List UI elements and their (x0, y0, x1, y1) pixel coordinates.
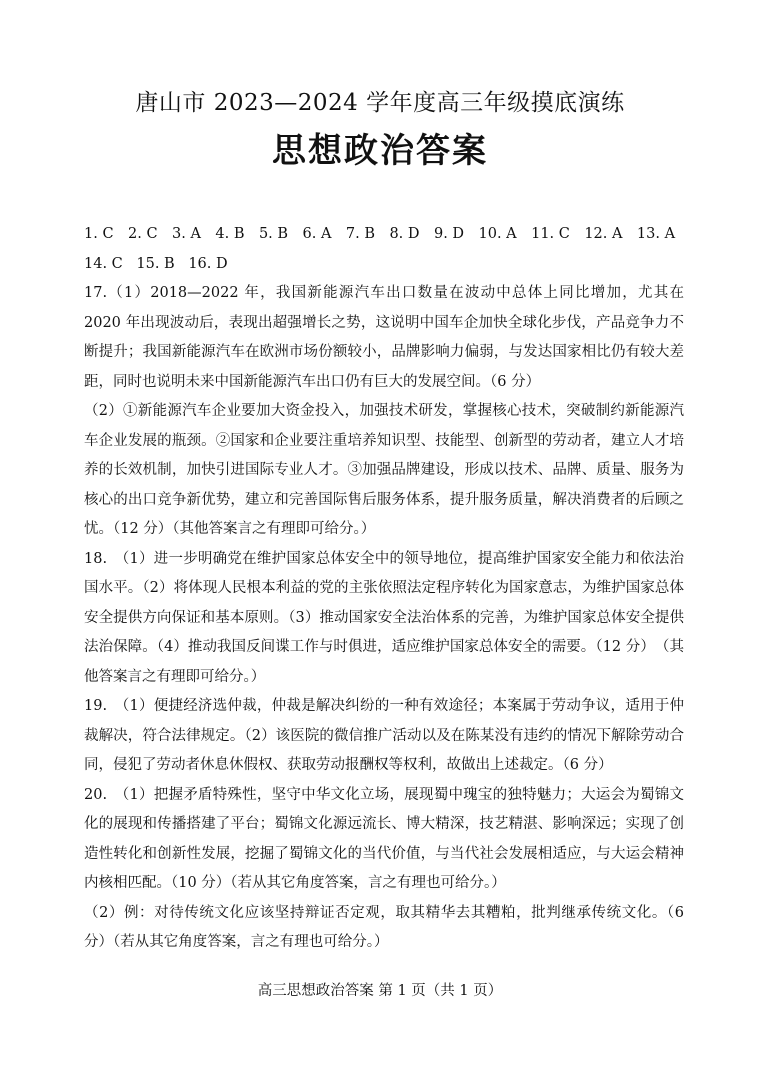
question-17-part-2: （2）①新能源汽车企业要加大资金投入，加强技术研发，掌握核心技术，突破制约新能源汽车企业发展的瓶颈。②国家和企业要注重培养知识型、技能型、创新型的劳动者，建立人才培养的长效机制，加快引进国际专业人才。③加强品牌建设，形成以技术、品牌、质量、服务为核心的出口竞争新优势，建立和完善国际售后服务体系，提升服务质量，解决消费者的后顾之忧。（12 分）（其他答案言之有理即可给分。） (84, 403, 684, 537)
choice-answer: 6. A (302, 226, 332, 242)
exam-title: 唐山市 2023—2024 学年度高三年级摸底演练 (135, 90, 625, 116)
question-18: 18. （1）进一步明确党在维护国家总体安全中的领导地位，提高维护国家安全能力和依法治国水平。（2）将体现人民根本利益的党的主张依照法定程序转化为国家意志，为维护国家总体安全提供方向保证和基本原则。（3）推动国家安全法治体系的完善，为维护国家总体安全提供法治保障。（4）推动我国反间谍工作与时俱进，适应维护国家总体安全的需要。（12 分） （其他答案言之有理即可给分。） (84, 550, 684, 685)
question-20-part-1: 20. （1）把握矛盾特殊性，坚守中华文化立场，展现蜀中瑰宝的独特魅力；大运会为蜀锦文化的展现和传播搭建了平台；蜀锦文化源远流长、博大精深，技艺精湛、影响深远；实现了创造性转化和创新性发展，挖掘了蜀锦文化的当代价值，与当代社会发展相适应，与大运会精神内核相匹配。（10 分）（若从其它角度答案，言之有理也可给分。） (84, 786, 684, 891)
choice-answer: 14. C (84, 255, 123, 272)
choice-answer: 13. A (636, 226, 676, 242)
choice-answer: 2. C (128, 226, 158, 242)
choice-answer: 16. D (188, 255, 228, 272)
document-title: 思想政治答案 (272, 131, 488, 171)
choice-answer: 3. A (172, 226, 201, 242)
answer-body (84, 220, 684, 958)
choice-answer: 5. B (258, 226, 289, 242)
question-19: 19. （1）便捷经济选仲裁，仲裁是解决纠纷的一种有效途径；本案属于劳动争议，适用于仲裁解决，符合法律规定。（2）该医院的微信推广活动以及在陈某没有违约的情况下解除劳动合同，侵犯了劳动者休息休假权、获取劳动报酬权等权利，故做出上述裁定。（6 分） (84, 698, 684, 773)
choice-answer: 11. C (531, 226, 570, 242)
choice-answer: 4. B (215, 226, 245, 242)
choice-answer: 15. B (136, 255, 175, 272)
choice-answers (84, 220, 684, 279)
choice-answer: 12. A (584, 226, 623, 242)
choice-answer: 7. B (345, 226, 375, 242)
question-17-part-1: 17.（1）2018—2022 年，我国新能源汽车出口数量在波动中总体上同比增加，尤其在 2020 年出现波动后，表现出超强增长之势，这说明中国车企加快全球化步伐，产品竞争力不断提升；我国新能源汽车在欧洲市场份额较小，品牌影响力偏弱，与发达国家相比仍有较大差距，同时也说明未来中国新能源汽车出口仍有巨大的发展空间。（6 分） (84, 285, 684, 390)
choice-answer: 1. C (84, 226, 114, 242)
choice-answer: 8. D (389, 226, 420, 242)
choice-answer: 10. A (478, 226, 517, 242)
page-footer: 高三思想政治答案 第 1 页（共 1 页） (257, 983, 503, 999)
choice-answer: 9. D (433, 226, 465, 242)
question-20-part-2: （2）例：对待传统文化应该坚持辩证否定观，取其精华去其糟粕，批判继承传统文化。（6 分）（若从其它角度答案，言之有理也可给分。） (84, 904, 684, 950)
